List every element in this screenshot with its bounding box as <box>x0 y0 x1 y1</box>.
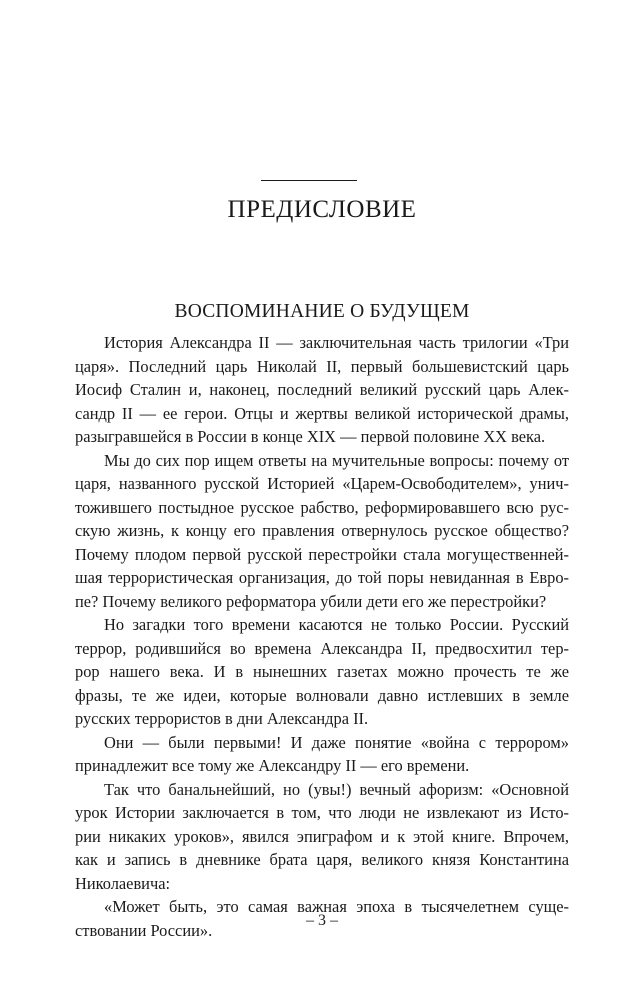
text-line: принадлежит все тому же Александру II — его времени. <box>75 756 470 775</box>
text-line: «Может быть, это самая важная эпоха в тысячелетнем суще- <box>104 897 569 916</box>
title-rule <box>261 180 357 181</box>
text-line: террор, родившийся во времена Александра II, предвосхитил тер- <box>75 638 569 658</box>
text-line: сандр II — ее герои. Отцы и жертвы великой исторической драмы, <box>75 403 569 423</box>
chapter-title: ПРЕДИСЛОВИЕ <box>227 196 417 223</box>
text-line: Почему плодом первой русской перестройки стала могущественней- <box>75 544 569 564</box>
text-line: ствовании России». <box>75 920 213 940</box>
text-line: царя». Последний царь Николай II, первый большевистский царь <box>75 356 569 376</box>
text-line: скую жизнь, к концу его правления отвернулось русское общество? <box>75 521 569 540</box>
text-line: Мы до сих пор ищем ответы на мучительные вопросы: почему от <box>104 450 569 470</box>
text-line: Иосиф Сталин и, наконец, последний великий русский царь Алек- <box>75 380 569 399</box>
page-number: – 3 – <box>306 912 338 929</box>
text-line: разыгравшейся в России в конце XIX — первой половине XX века. <box>75 427 546 446</box>
text-line: История Александра II — заключительная часть трилогии «Три <box>104 333 569 352</box>
text-line: пе? Почему великого реформатора убили дети его же перестройки? <box>75 591 547 611</box>
text-line: шая террористическая организация, до той поры невиданная в Евро- <box>75 568 569 587</box>
text-line: Николаевича: <box>75 873 171 893</box>
text-line: рор нашего века. И в нынешних газетах можно прочесть те же <box>75 662 569 681</box>
text-line: русских террористов в дни Александра II. <box>75 709 369 728</box>
text-line: рии никаких уроков», явился эпиграфом и к этой книге. Впрочем, <box>75 826 569 846</box>
section-title: ВОСПОМИНАНИЕ О БУДУЩЕМ <box>174 301 470 322</box>
text-line: Они — были первыми! И даже понятие «война с террором» <box>104 732 569 752</box>
text-line: царя, названного русской Историей «Царем-Освободителем», унич- <box>75 474 569 493</box>
text-line: Так что банальнейший, но (увы!) вечный афоризм: «Основной <box>104 779 569 799</box>
text-line: фразы, те же идеи, которые волновали давно истлевших в земле <box>75 685 569 705</box>
text-line: Но загадки того времени касаются не только России. Русский <box>104 615 569 634</box>
text-line: тожившего постыдное русское рабство, реформировавшего всю рус- <box>75 497 569 517</box>
text-line: как и запись в дневнике брата царя, великого князя Константина <box>75 850 569 869</box>
text-line: урок Истории заключается в том, что люди не извлекают из Исто- <box>75 803 569 822</box>
body-text <box>75 331 569 942</box>
